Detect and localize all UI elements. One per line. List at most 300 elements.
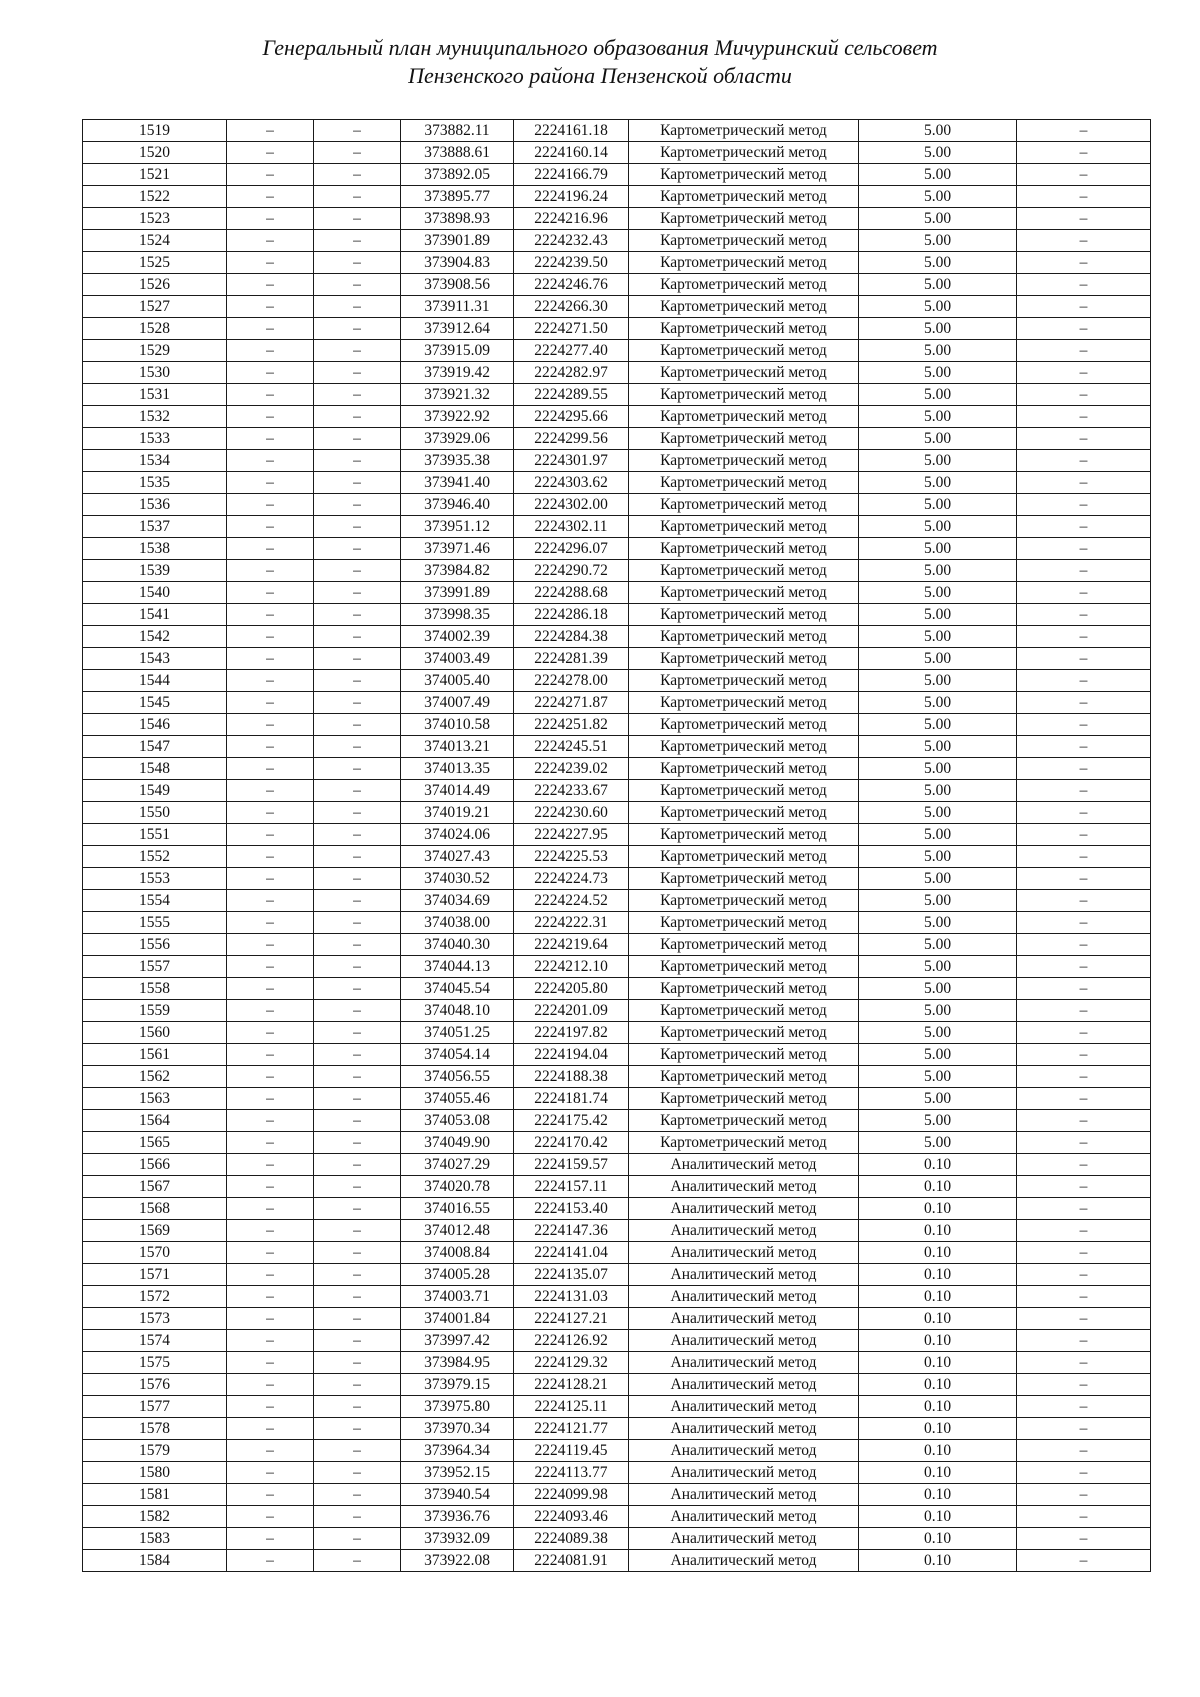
y-old-cell: – <box>314 318 401 340</box>
accuracy-cell: 5.00 <box>859 406 1017 428</box>
y-cell: 2224290.72 <box>514 560 629 582</box>
y-old-cell: – <box>314 340 401 362</box>
description-cell: – <box>1017 1110 1151 1132</box>
y-cell: 2224222.31 <box>514 912 629 934</box>
method-cell: Аналитический метод <box>629 1506 859 1528</box>
x-cell: 374055.46 <box>401 1088 514 1110</box>
point-number-cell: 1520 <box>83 142 227 164</box>
accuracy-cell: 5.00 <box>859 582 1017 604</box>
accuracy-cell: 5.00 <box>859 340 1017 362</box>
x-cell: 373971.46 <box>401 538 514 560</box>
table-row <box>83 1286 1151 1308</box>
x-old-cell: – <box>227 1418 314 1440</box>
accuracy-cell: 5.00 <box>859 626 1017 648</box>
x-old-cell: – <box>227 164 314 186</box>
y-cell: 2224205.80 <box>514 978 629 1000</box>
method-cell: Картометрический метод <box>629 208 859 230</box>
x-cell: 373921.32 <box>401 384 514 406</box>
x-cell: 374048.10 <box>401 1000 514 1022</box>
point-number-cell: 1561 <box>83 1044 227 1066</box>
x-cell: 374049.90 <box>401 1132 514 1154</box>
accuracy-cell: 5.00 <box>859 868 1017 890</box>
x-cell: 374002.39 <box>401 626 514 648</box>
y-old-cell: – <box>314 1330 401 1352</box>
x-cell: 373964.34 <box>401 1440 514 1462</box>
point-number-cell: 1530 <box>83 362 227 384</box>
y-old-cell: – <box>314 1550 401 1572</box>
x-old-cell: – <box>227 890 314 912</box>
x-cell: 374056.55 <box>401 1066 514 1088</box>
point-number-cell: 1540 <box>83 582 227 604</box>
description-cell: – <box>1017 560 1151 582</box>
accuracy-cell: 0.10 <box>859 1374 1017 1396</box>
method-cell: Картометрический метод <box>629 252 859 274</box>
accuracy-cell: 5.00 <box>859 208 1017 230</box>
x-old-cell: – <box>227 736 314 758</box>
x-old-cell: – <box>227 1396 314 1418</box>
description-cell: – <box>1017 296 1151 318</box>
x-old-cell: – <box>227 472 314 494</box>
method-cell: Аналитический метод <box>629 1528 859 1550</box>
point-number-cell: 1550 <box>83 802 227 824</box>
y-cell: 2224277.40 <box>514 340 629 362</box>
x-old-cell: – <box>227 978 314 1000</box>
y-cell: 2224302.00 <box>514 494 629 516</box>
x-cell: 373946.40 <box>401 494 514 516</box>
accuracy-cell: 5.00 <box>859 1088 1017 1110</box>
x-cell: 374053.08 <box>401 1110 514 1132</box>
point-number-cell: 1546 <box>83 714 227 736</box>
method-cell: Аналитический метод <box>629 1352 859 1374</box>
point-number-cell: 1582 <box>83 1506 227 1528</box>
y-cell: 2224127.21 <box>514 1308 629 1330</box>
x-old-cell: – <box>227 1000 314 1022</box>
description-cell: – <box>1017 912 1151 934</box>
y-old-cell: – <box>314 1000 401 1022</box>
table-row <box>83 692 1151 714</box>
y-old-cell: – <box>314 1528 401 1550</box>
point-number-cell: 1543 <box>83 648 227 670</box>
accuracy-cell: 0.10 <box>859 1440 1017 1462</box>
y-old-cell: – <box>314 1286 401 1308</box>
y-cell: 2224245.51 <box>514 736 629 758</box>
table-row <box>83 560 1151 582</box>
description-cell: – <box>1017 164 1151 186</box>
x-cell: 373932.09 <box>401 1528 514 1550</box>
method-cell: Картометрический метод <box>629 340 859 362</box>
point-number-cell: 1566 <box>83 1154 227 1176</box>
table-row <box>83 494 1151 516</box>
method-cell: Аналитический метод <box>629 1330 859 1352</box>
method-cell: Картометрический метод <box>629 978 859 1000</box>
x-old-cell: – <box>227 1550 314 1572</box>
x-cell: 374003.71 <box>401 1286 514 1308</box>
method-cell: Аналитический метод <box>629 1154 859 1176</box>
accuracy-cell: 5.00 <box>859 824 1017 846</box>
description-cell: – <box>1017 582 1151 604</box>
y-old-cell: – <box>314 758 401 780</box>
table-row <box>83 1396 1151 1418</box>
point-number-cell: 1565 <box>83 1132 227 1154</box>
description-cell: – <box>1017 1088 1151 1110</box>
y-cell: 2224157.11 <box>514 1176 629 1198</box>
x-cell: 373951.12 <box>401 516 514 538</box>
table-row <box>83 406 1151 428</box>
y-old-cell: – <box>314 582 401 604</box>
accuracy-cell: 0.10 <box>859 1264 1017 1286</box>
table-row <box>83 1374 1151 1396</box>
x-cell: 373936.76 <box>401 1506 514 1528</box>
accuracy-cell: 0.10 <box>859 1198 1017 1220</box>
y-cell: 2224160.14 <box>514 142 629 164</box>
point-number-cell: 1570 <box>83 1242 227 1264</box>
description-cell: – <box>1017 780 1151 802</box>
method-cell: Картометрический метод <box>629 912 859 934</box>
accuracy-cell: 5.00 <box>859 890 1017 912</box>
x-cell: 374045.54 <box>401 978 514 1000</box>
x-cell: 373984.95 <box>401 1352 514 1374</box>
accuracy-cell: 5.00 <box>859 604 1017 626</box>
method-cell: Картометрический метод <box>629 296 859 318</box>
description-cell: – <box>1017 1176 1151 1198</box>
x-old-cell: – <box>227 714 314 736</box>
x-old-cell: – <box>227 1462 314 1484</box>
y-old-cell: – <box>314 714 401 736</box>
y-cell: 2224099.98 <box>514 1484 629 1506</box>
description-cell: – <box>1017 538 1151 560</box>
table-row <box>83 1440 1151 1462</box>
x-old-cell: – <box>227 1110 314 1132</box>
y-cell: 2224125.11 <box>514 1396 629 1418</box>
y-cell: 2224303.62 <box>514 472 629 494</box>
x-old-cell: – <box>227 604 314 626</box>
accuracy-cell: 5.00 <box>859 252 1017 274</box>
description-cell: – <box>1017 428 1151 450</box>
x-old-cell: – <box>227 758 314 780</box>
y-old-cell: – <box>314 1220 401 1242</box>
x-old-cell: – <box>227 296 314 318</box>
y-cell: 2224119.45 <box>514 1440 629 1462</box>
method-cell: Картометрический метод <box>629 626 859 648</box>
accuracy-cell: 0.10 <box>859 1418 1017 1440</box>
point-number-cell: 1562 <box>83 1066 227 1088</box>
point-number-cell: 1558 <box>83 978 227 1000</box>
x-old-cell: – <box>227 560 314 582</box>
point-number-cell: 1556 <box>83 934 227 956</box>
x-old-cell: – <box>227 1440 314 1462</box>
y-cell: 2224233.67 <box>514 780 629 802</box>
point-number-cell: 1541 <box>83 604 227 626</box>
description-cell: – <box>1017 1440 1151 1462</box>
description-cell: – <box>1017 1000 1151 1022</box>
y-old-cell: – <box>314 736 401 758</box>
x-old-cell: – <box>227 692 314 714</box>
y-cell: 2224301.97 <box>514 450 629 472</box>
accuracy-cell: 5.00 <box>859 164 1017 186</box>
method-cell: Картометрический метод <box>629 824 859 846</box>
description-cell: – <box>1017 670 1151 692</box>
table-row <box>83 824 1151 846</box>
x-old-cell: – <box>227 1022 314 1044</box>
table-row <box>83 1000 1151 1022</box>
x-cell: 373901.89 <box>401 230 514 252</box>
y-cell: 2224129.32 <box>514 1352 629 1374</box>
table-row <box>83 1264 1151 1286</box>
y-old-cell: – <box>314 1198 401 1220</box>
method-cell: Картометрический метод <box>629 406 859 428</box>
table-row <box>83 1352 1151 1374</box>
description-cell: – <box>1017 956 1151 978</box>
point-number-cell: 1537 <box>83 516 227 538</box>
x-cell: 374001.84 <box>401 1308 514 1330</box>
description-cell: – <box>1017 1462 1151 1484</box>
y-cell: 2224147.36 <box>514 1220 629 1242</box>
y-cell: 2224296.07 <box>514 538 629 560</box>
point-number-cell: 1583 <box>83 1528 227 1550</box>
x-cell: 373911.31 <box>401 296 514 318</box>
method-cell: Картометрический метод <box>629 560 859 582</box>
x-old-cell: – <box>227 670 314 692</box>
point-number-cell: 1534 <box>83 450 227 472</box>
x-cell: 374040.30 <box>401 934 514 956</box>
method-cell: Картометрический метод <box>629 428 859 450</box>
point-number-cell: 1557 <box>83 956 227 978</box>
y-old-cell: – <box>314 1264 401 1286</box>
y-cell: 2224135.07 <box>514 1264 629 1286</box>
x-cell: 373940.54 <box>401 1484 514 1506</box>
y-cell: 2224161.18 <box>514 120 629 142</box>
x-cell: 373904.83 <box>401 252 514 274</box>
table-row <box>83 362 1151 384</box>
y-cell: 2224225.53 <box>514 846 629 868</box>
description-cell: – <box>1017 1286 1151 1308</box>
point-number-cell: 1522 <box>83 186 227 208</box>
x-old-cell: – <box>227 1066 314 1088</box>
accuracy-cell: 5.00 <box>859 1066 1017 1088</box>
x-old-cell: – <box>227 956 314 978</box>
x-old-cell: – <box>227 846 314 868</box>
description-cell: – <box>1017 1550 1151 1572</box>
method-cell: Картометрический метод <box>629 934 859 956</box>
accuracy-cell: 5.00 <box>859 560 1017 582</box>
table-row <box>83 384 1151 406</box>
y-old-cell: – <box>314 120 401 142</box>
point-number-cell: 1538 <box>83 538 227 560</box>
point-number-cell: 1554 <box>83 890 227 912</box>
x-cell: 373895.77 <box>401 186 514 208</box>
y-old-cell: – <box>314 1176 401 1198</box>
x-old-cell: – <box>227 1088 314 1110</box>
point-number-cell: 1575 <box>83 1352 227 1374</box>
description-cell: – <box>1017 1066 1151 1088</box>
method-cell: Аналитический метод <box>629 1176 859 1198</box>
description-cell: – <box>1017 340 1151 362</box>
table-row <box>83 142 1151 164</box>
table-row <box>83 1418 1151 1440</box>
x-old-cell: – <box>227 516 314 538</box>
x-old-cell: – <box>227 1132 314 1154</box>
point-number-cell: 1563 <box>83 1088 227 1110</box>
x-cell: 373888.61 <box>401 142 514 164</box>
x-old-cell: – <box>227 450 314 472</box>
x-cell: 374010.58 <box>401 714 514 736</box>
method-cell: Картометрический метод <box>629 1066 859 1088</box>
table-row <box>83 912 1151 934</box>
description-cell: – <box>1017 802 1151 824</box>
method-cell: Картометрический метод <box>629 1044 859 1066</box>
table-row <box>83 1066 1151 1088</box>
y-old-cell: – <box>314 1088 401 1110</box>
point-number-cell: 1548 <box>83 758 227 780</box>
y-cell: 2224219.64 <box>514 934 629 956</box>
table-row <box>83 626 1151 648</box>
description-cell: – <box>1017 274 1151 296</box>
method-cell: Аналитический метод <box>629 1286 859 1308</box>
description-cell: – <box>1017 318 1151 340</box>
point-number-cell: 1526 <box>83 274 227 296</box>
table-row <box>83 670 1151 692</box>
x-cell: 373929.06 <box>401 428 514 450</box>
point-number-cell: 1555 <box>83 912 227 934</box>
point-number-cell: 1574 <box>83 1330 227 1352</box>
x-cell: 374019.21 <box>401 802 514 824</box>
y-cell: 2224216.96 <box>514 208 629 230</box>
description-cell: – <box>1017 1506 1151 1528</box>
y-cell: 2224141.04 <box>514 1242 629 1264</box>
method-cell: Картометрический метод <box>629 186 859 208</box>
table-row <box>83 1506 1151 1528</box>
x-old-cell: – <box>227 406 314 428</box>
method-cell: Аналитический метод <box>629 1550 859 1572</box>
description-cell: – <box>1017 1044 1151 1066</box>
method-cell: Картометрический метод <box>629 450 859 472</box>
y-cell: 2224271.87 <box>514 692 629 714</box>
x-cell: 373919.42 <box>401 362 514 384</box>
description-cell: – <box>1017 934 1151 956</box>
point-number-cell: 1576 <box>83 1374 227 1396</box>
description-cell: – <box>1017 1396 1151 1418</box>
method-cell: Картометрический метод <box>629 758 859 780</box>
table-row <box>83 318 1151 340</box>
accuracy-cell: 0.10 <box>859 1484 1017 1506</box>
point-number-cell: 1564 <box>83 1110 227 1132</box>
y-old-cell: – <box>314 824 401 846</box>
x-old-cell: – <box>227 340 314 362</box>
y-old-cell: – <box>314 1396 401 1418</box>
method-cell: Картометрический метод <box>629 692 859 714</box>
method-cell: Картометрический метод <box>629 516 859 538</box>
x-cell: 373922.08 <box>401 1550 514 1572</box>
description-cell: – <box>1017 1528 1151 1550</box>
point-number-cell: 1553 <box>83 868 227 890</box>
y-old-cell: – <box>314 362 401 384</box>
point-number-cell: 1536 <box>83 494 227 516</box>
table-row <box>83 1462 1151 1484</box>
description-cell: – <box>1017 692 1151 714</box>
method-cell: Аналитический метод <box>629 1396 859 1418</box>
y-old-cell: – <box>314 1044 401 1066</box>
accuracy-cell: 0.10 <box>859 1242 1017 1264</box>
point-number-cell: 1524 <box>83 230 227 252</box>
x-old-cell: – <box>227 252 314 274</box>
x-old-cell: – <box>227 230 314 252</box>
description-cell: – <box>1017 472 1151 494</box>
x-cell: 373912.64 <box>401 318 514 340</box>
accuracy-cell: 5.00 <box>859 1110 1017 1132</box>
y-old-cell: – <box>314 670 401 692</box>
x-cell: 374003.49 <box>401 648 514 670</box>
point-number-cell: 1521 <box>83 164 227 186</box>
x-cell: 374007.49 <box>401 692 514 714</box>
accuracy-cell: 5.00 <box>859 758 1017 780</box>
point-number-cell: 1519 <box>83 120 227 142</box>
description-cell: – <box>1017 1242 1151 1264</box>
x-cell: 373892.05 <box>401 164 514 186</box>
method-cell: Картометрический метод <box>629 384 859 406</box>
y-old-cell: – <box>314 516 401 538</box>
description-cell: – <box>1017 824 1151 846</box>
x-cell: 373998.35 <box>401 604 514 626</box>
table-row <box>83 648 1151 670</box>
x-cell: 374024.06 <box>401 824 514 846</box>
method-cell: Картометрический метод <box>629 318 859 340</box>
point-number-cell: 1533 <box>83 428 227 450</box>
method-cell: Картометрический метод <box>629 582 859 604</box>
point-number-cell: 1581 <box>83 1484 227 1506</box>
table-row <box>83 1330 1151 1352</box>
method-cell: Картометрический метод <box>629 956 859 978</box>
method-cell: Картометрический метод <box>629 120 859 142</box>
y-cell: 2224128.21 <box>514 1374 629 1396</box>
table-row <box>83 164 1151 186</box>
description-cell: – <box>1017 1330 1151 1352</box>
accuracy-cell: 5.00 <box>859 780 1017 802</box>
method-cell: Картометрический метод <box>629 274 859 296</box>
x-cell: 373941.40 <box>401 472 514 494</box>
x-cell: 373997.42 <box>401 1330 514 1352</box>
x-old-cell: – <box>227 802 314 824</box>
y-old-cell: – <box>314 802 401 824</box>
y-old-cell: – <box>314 428 401 450</box>
accuracy-cell: 0.10 <box>859 1176 1017 1198</box>
table-row <box>83 1198 1151 1220</box>
table-row <box>83 274 1151 296</box>
accuracy-cell: 5.00 <box>859 318 1017 340</box>
y-old-cell: – <box>314 1484 401 1506</box>
point-number-cell: 1579 <box>83 1440 227 1462</box>
header-title-line-1: Генеральный план муниципального образования Мичуринский сельсовет <box>262 35 938 60</box>
y-old-cell: – <box>314 164 401 186</box>
y-old-cell: – <box>314 934 401 956</box>
y-old-cell: – <box>314 1462 401 1484</box>
table-row <box>83 1176 1151 1198</box>
description-cell: – <box>1017 1220 1151 1242</box>
accuracy-cell: 0.10 <box>859 1220 1017 1242</box>
table-row <box>83 978 1151 1000</box>
x-cell: 373882.11 <box>401 120 514 142</box>
table-row <box>83 1044 1151 1066</box>
description-cell: – <box>1017 890 1151 912</box>
accuracy-cell: 5.00 <box>859 846 1017 868</box>
table-row <box>83 120 1151 142</box>
y-old-cell: – <box>314 252 401 274</box>
x-old-cell: – <box>227 1198 314 1220</box>
accuracy-cell: 5.00 <box>859 934 1017 956</box>
x-cell: 373975.80 <box>401 1396 514 1418</box>
table-row <box>83 296 1151 318</box>
y-old-cell: – <box>314 1418 401 1440</box>
description-cell: – <box>1017 1352 1151 1374</box>
